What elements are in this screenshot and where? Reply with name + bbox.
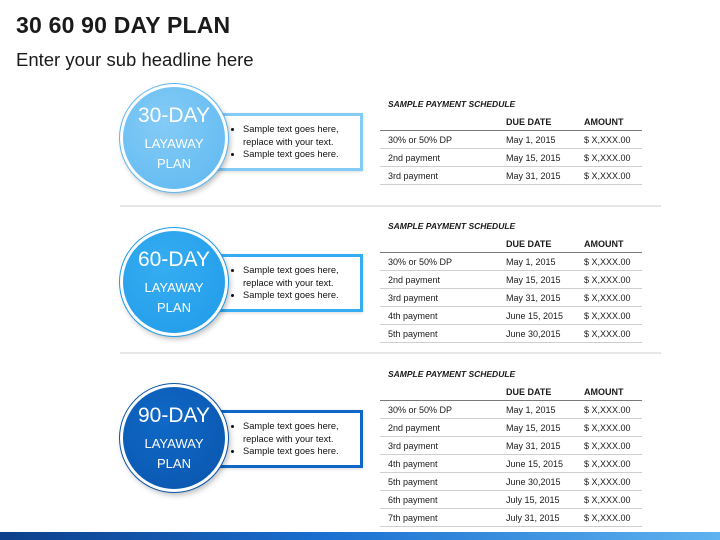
amount-cell: $ X,XXX.00: [584, 289, 642, 307]
payment-schedule-table-30: [380, 114, 642, 185]
table-row: [380, 271, 642, 289]
table-row: [380, 401, 642, 419]
table-header-row: [380, 236, 642, 253]
schedule-title: SAMPLE PAYMENT SCHEDULE: [388, 99, 516, 109]
table-row: [380, 307, 642, 325]
amount-cell: $ X,XXX.00: [584, 307, 642, 325]
table-row: [380, 167, 642, 185]
amount-cell: $ X,XXX.00: [584, 455, 642, 473]
amount-cell: $ X,XXX.00: [584, 325, 642, 343]
bullet-item: • Sample text goes here, replace with your text.: [243, 420, 360, 445]
due-date-cell: May 1, 2015: [506, 131, 584, 149]
amount-cell: $ X,XXX.00: [584, 401, 642, 419]
bullet-item: • Sample text goes here.: [243, 445, 360, 458]
bullet-item: • Sample text goes here, replace with your text.: [243, 264, 360, 289]
due-date-cell: June 15, 2015: [506, 307, 584, 325]
plan-type-label: LAYAWAY: [144, 280, 204, 295]
payment-cell: 3rd payment: [380, 289, 506, 307]
due-date-cell: May 31, 2015: [506, 167, 584, 185]
schedule-title: SAMPLE PAYMENT SCHEDULE: [388, 369, 516, 379]
payment-schedule-table-60: [380, 236, 642, 343]
due-date-cell: July 15, 2015: [506, 491, 584, 509]
payment-cell: 7th payment: [380, 509, 506, 527]
due-date-cell: May 15, 2015: [506, 149, 584, 167]
payment-schedule-table-90: [380, 384, 642, 527]
table-row: [380, 419, 642, 437]
page-title: 30 60 90 DAY PLAN: [16, 12, 231, 38]
amount-cell: $ X,XXX.00: [584, 271, 642, 289]
amount-cell: $ X,XXX.00: [584, 253, 642, 271]
plan-days-label: 30-DAY: [138, 104, 210, 127]
amount-cell: $ X,XXX.00: [584, 473, 642, 491]
amount-cell: $ X,XXX.00: [584, 149, 642, 167]
due-date-cell: May 1, 2015: [506, 401, 584, 419]
payment-cell: 30% or 50% DP: [380, 131, 506, 149]
table-row: [380, 325, 642, 343]
column-header-payment: [380, 384, 506, 401]
bullet-item: • Sample text goes here.: [243, 289, 360, 302]
payment-cell: 6th payment: [380, 491, 506, 509]
bullet-list-30: [205, 123, 360, 161]
bullet-item: • Sample text goes here.: [243, 148, 360, 161]
payment-cell: 2nd payment: [380, 271, 506, 289]
table-row: [380, 149, 642, 167]
plan-days-label: 90-DAY: [138, 404, 210, 427]
due-date-cell: May 15, 2015: [506, 419, 584, 437]
payment-cell: 2nd payment: [380, 419, 506, 437]
schedule-title: SAMPLE PAYMENT SCHEDULE: [388, 221, 516, 231]
bottom-accent-bar: [0, 532, 720, 540]
plan-days-label: 60-DAY: [138, 248, 210, 271]
plan-circle-60: [120, 228, 228, 336]
bullet-item: • Sample text goes here, replace with your text.: [243, 123, 360, 148]
payment-cell: 2nd payment: [380, 149, 506, 167]
plan-type-label: LAYAWAY: [144, 436, 204, 451]
column-header-due-date: DUE DATE: [506, 114, 584, 131]
due-date-cell: May 31, 2015: [506, 437, 584, 455]
plan-type-label: PLAN: [157, 300, 191, 315]
column-header-amount: AMOUNT: [584, 114, 642, 131]
due-date-cell: June 30,2015: [506, 325, 584, 343]
amount-cell: $ X,XXX.00: [584, 419, 642, 437]
plan-type-label: LAYAWAY: [144, 136, 204, 151]
payment-cell: 3rd payment: [380, 437, 506, 455]
amount-cell: $ X,XXX.00: [584, 167, 642, 185]
column-header-payment: [380, 236, 506, 253]
column-header-amount: AMOUNT: [584, 384, 642, 401]
due-date-cell: June 15, 2015: [506, 455, 584, 473]
due-date-cell: May 15, 2015: [506, 271, 584, 289]
bullet-list-90: [205, 420, 360, 458]
table-header-row: [380, 384, 642, 401]
amount-cell: $ X,XXX.00: [584, 131, 642, 149]
due-date-cell: July 31, 2015: [506, 509, 584, 527]
table-row: [380, 455, 642, 473]
plan-circle-30: [120, 84, 228, 192]
amount-cell: $ X,XXX.00: [584, 509, 642, 527]
table-header-row: [380, 114, 642, 131]
payment-cell: 4th payment: [380, 307, 506, 325]
due-date-cell: June 30,2015: [506, 473, 584, 491]
plan-type-label: PLAN: [157, 456, 191, 471]
payment-cell: 5th payment: [380, 473, 506, 491]
section-divider: [120, 205, 661, 207]
column-header-payment: [380, 114, 506, 131]
page-subtitle: Enter your sub headline here: [16, 49, 254, 70]
table-row: [380, 491, 642, 509]
table-row: [380, 253, 642, 271]
table-row: [380, 437, 642, 455]
payment-cell: 3rd payment: [380, 167, 506, 185]
plan-circle-90: [120, 384, 228, 492]
callout-box-30: [205, 113, 363, 171]
section-divider: [120, 352, 661, 354]
table-row: [380, 473, 642, 491]
column-header-due-date: DUE DATE: [506, 236, 584, 253]
plan-type-label: PLAN: [157, 156, 191, 171]
amount-cell: $ X,XXX.00: [584, 491, 642, 509]
amount-cell: $ X,XXX.00: [584, 437, 642, 455]
payment-cell: 5th payment: [380, 325, 506, 343]
payment-cell: 30% or 50% DP: [380, 401, 506, 419]
column-header-due-date: DUE DATE: [506, 384, 584, 401]
table-row: [380, 289, 642, 307]
callout-box-90: [205, 410, 363, 468]
payment-cell: 4th payment: [380, 455, 506, 473]
callout-box-60: [205, 254, 363, 312]
due-date-cell: May 31, 2015: [506, 289, 584, 307]
payment-cell: 30% or 50% DP: [380, 253, 506, 271]
bullet-list-60: [205, 264, 360, 302]
table-row: [380, 509, 642, 527]
column-header-amount: AMOUNT: [584, 236, 642, 253]
table-row: [380, 131, 642, 149]
due-date-cell: May 1, 2015: [506, 253, 584, 271]
